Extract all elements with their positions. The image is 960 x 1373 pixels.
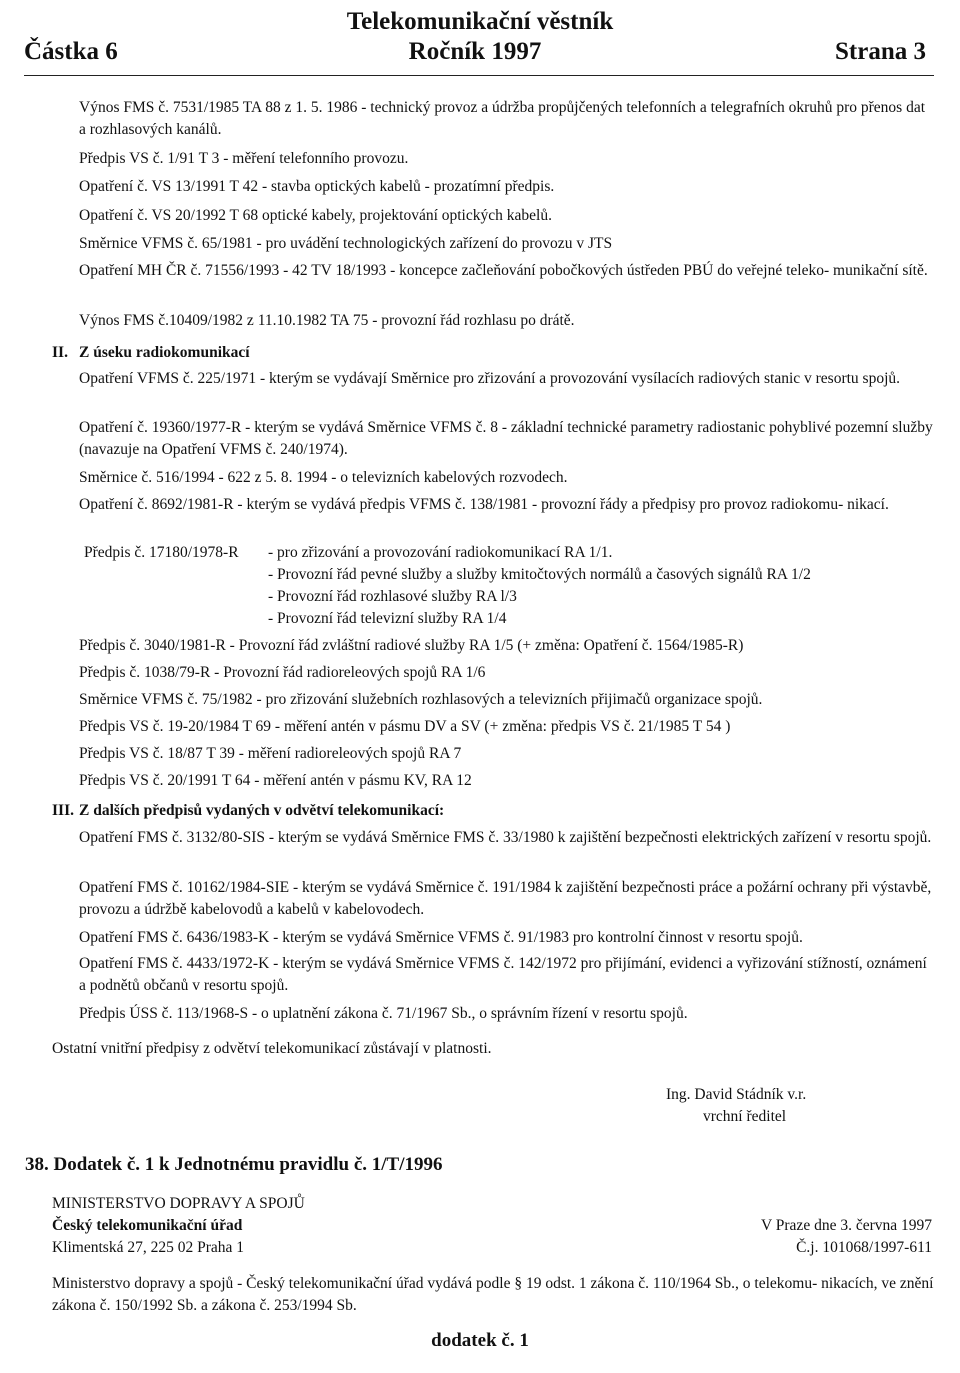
predpis-line: - Provozní řád rozhlasové služby RA l/3 <box>268 588 517 605</box>
intro-text: Ministerstvo dopravy a spojů - Český telekomunikační úřad vydává podle § 19 odst. 1 zákona č. 110/1964 Sb., o telekomu- nikacích, ve znění zákona č. 150/1992 Sb. a zákona č. 253/1994 Sb. <box>52 1275 934 1314</box>
predpis-label: Předpis č. 17180/1978-R <box>84 544 239 561</box>
list-item: Opatření č. 8692/1981-R - kterým se vydává předpis VFMS č. 138/1981 - provozní řády a předpisy pro provoz radiokomu- nikací. <box>79 496 889 513</box>
list-item: Opatření č. 19360/1977-R - kterým se vydává Směrnice VFMS č. 8 - základní technické parametry radiostanic pohyblivé pozemní služby (navazuje na Opatření VFMS č. 240/1974). <box>79 419 933 458</box>
list-item: Předpis VS č. 19-20/1984 T 69 - měření antén v pásmu DV a SV (+ změna: předpis VS č. 21/1985 T 54 ) <box>79 718 731 735</box>
item-heading: 38. Dodatek č. 1 k Jednotnému pravidlu č. 1/T/1996 <box>25 1154 443 1175</box>
list-item: Opatření č. VS 13/1991 T 42 - stavba optických kabelů - prozatímní předpis. <box>79 178 555 195</box>
section-number: II. <box>52 344 68 361</box>
section-heading <box>52 800 444 822</box>
issue-part: Částka 6 <box>24 38 118 65</box>
predpis-line: - Provozní řád televizní služby RA 1/4 <box>268 610 507 627</box>
office-address: Klimentská 27, 225 02 Praha 1 <box>52 1239 245 1256</box>
journal-title: Telekomunikační věstník <box>346 8 614 35</box>
list-item: Předpis VS č. 20/1991 T 64 - měření antén v pásmu KV, RA 12 <box>79 772 472 789</box>
list-item: Výnos FMS č.10409/1982 z 11.10.1982 TA 75 - provozní řád rozhlasu po drátě. <box>79 312 575 329</box>
list-item: Směrnice VFMS č. 65/1981 - pro uvádění technologických zařízení do provozu v JTS <box>79 235 613 252</box>
office-name: Český telekomunikační úřad <box>52 1217 243 1234</box>
list-item: Směrnice VFMS č. 75/1982 - pro zřizování služebních rozhlasových a televizních přijimačů organizace spojů. <box>79 691 763 708</box>
intro-paragraph <box>52 1273 934 1317</box>
list-item: Předpis č. 1038/79-R - Provozní řád radioreleových spojů RA 1/6 <box>79 664 486 681</box>
list-item: Předpis ÚSS č. 113/1968-S - o uplatnění zákona č. 71/1967 Sb., o správním řízení v resortu spojů. <box>79 1005 688 1022</box>
issue-volume: Ročník 1997 <box>408 38 542 65</box>
page-number: Strana 3 <box>835 38 926 65</box>
issue-date: V Praze dne 3. června 1997 <box>760 1217 932 1234</box>
document-heading: dodatek č. 1 <box>431 1330 529 1351</box>
list-item: Opatření FMS č. 10162/1984-SIE - kterým se vydává Směrnice č. 191/1984 k zajištění bezpečnosti práce a požární ochrany při výstavbě, provozu a údržbě kabelovodů a kabelů v kabelovodech. <box>79 879 932 918</box>
header-divider <box>24 75 934 76</box>
list-item: Opatření MH ČR č. 71556/1993 - 42 TV 18/1993 - koncepce začleňování pobočkových ústředen PBÚ do veřejné teleko- munikační sítě. <box>79 262 928 279</box>
reference-number: Č.j. 101068/1997-611 <box>796 1239 932 1256</box>
list-item: Opatření č. VS 20/1992 T 68 optické kabely, projektování optických kabelů. <box>79 207 552 224</box>
header-row <box>24 38 926 72</box>
predpis-line: - pro zřizování a provozování radiokomunikací RA 1/1. <box>268 544 613 561</box>
section-title: Z úseku radiokomunikací <box>79 344 250 361</box>
list-item: Předpis č. 3040/1981-R - Provozní řád zvláštní radiové služby RA 1/5 (+ změna: Opatření č. 1564/1985-R) <box>79 637 744 654</box>
ministry-name: MINISTERSTVO DOPRAVY A SPOJŮ <box>52 1195 305 1212</box>
list-item: Opatření VFMS č. 225/1971 - kterým se vydávají Směrnice pro zřizování a provozování vysílacích radiových stanic v resortu spojů. <box>79 370 901 387</box>
predpis-line: - Provozní řád pevné služby a služby kmitočtových normálů a časových signálů RA 1/2 <box>268 566 811 583</box>
list-item: Směrnice č. 516/1994 - 622 z 5. 8. 1994 - o televizních kabelových rozvodech. <box>79 469 568 486</box>
list-item: Předpis VS č. 18/87 T 39 - měření radioreleových spojů RA 7 <box>79 745 462 762</box>
signature-name: Ing. David Stádník v.r. <box>666 1086 807 1103</box>
section-heading <box>52 342 250 364</box>
list-item: Opatření FMS č. 3132/80-SIS - kterým se vydává Směrnice FMS č. 33/1980 k zajištění bezpečnosti elektrických zařízení v resortu spojů. <box>79 829 932 846</box>
section-number: III. <box>52 802 74 819</box>
list-item: Opatření FMS č. 4433/1972-K - kterým se vydává Směrnice VFMS č. 142/1972 pro přijímání, evidenci a vyřizování stížností, oznámení a podnětů občanů v resortu spojů. <box>79 955 927 994</box>
list-item: Opatření FMS č. 6436/1983-K - kterým se vydává Směrnice VFMS č. 91/1983 pro kontrolní činnost v resortu spojů. <box>79 929 803 946</box>
closing-note: Ostatní vnitřní předpisy z odvětví telekomunikací zůstávají v platnosti. <box>52 1040 492 1057</box>
signature-role: vrchní ředitel <box>703 1108 787 1125</box>
list-item: Předpis VS č. 1/91 T 3 - měření telefonního provozu. <box>79 150 409 167</box>
section-title: Z dalších předpisů vydaných v odvětví telekomunikací: <box>79 802 445 819</box>
list-item: Výnos FMS č. 7531/1985 TA 88 z 1. 5. 1986 - technický provoz a údržba propůjčených telefonních a telegrafních okruhů pro přenos dat a rozhlasových kanálů. <box>79 99 926 138</box>
